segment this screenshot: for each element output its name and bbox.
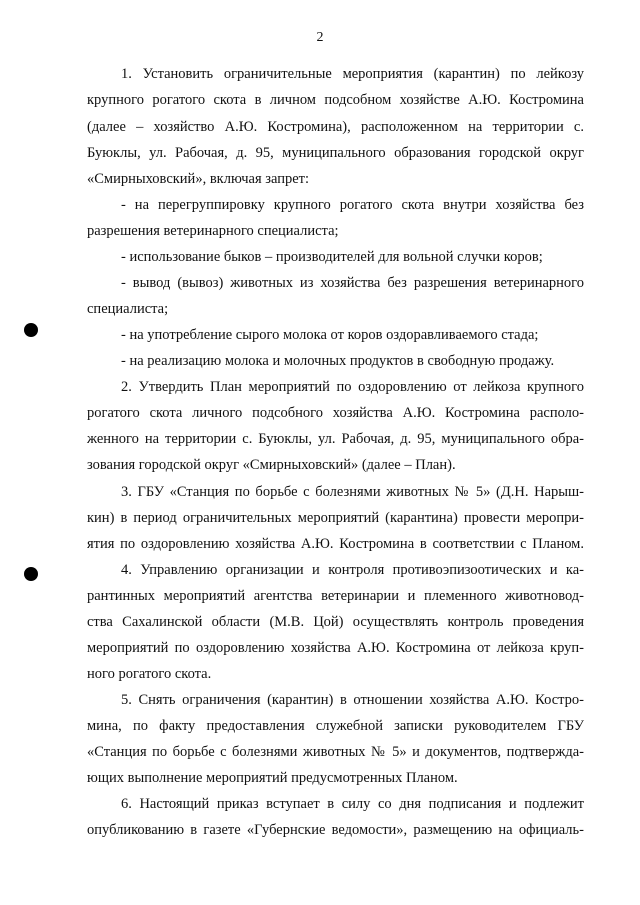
text-line: ятия по оздоровлению хозяйства А.Ю. Костромина в соответствии с Планом. (87, 536, 584, 552)
text-line: рогатого скота личного подсобного хозяйства А.Ю. Костромина располо- (87, 405, 584, 421)
text-line: ющих выполнение мероприятий предусмотренных Планом. (87, 770, 458, 786)
text-line: зования городской округ «Смирныховский» (далее – План). (87, 457, 456, 473)
text-line: - на перегруппировку крупного рогатого скота внутри хозяйства без (121, 197, 584, 213)
text-line: рантинных мероприятий агентства ветеринарии и племенного животновод- (87, 588, 584, 604)
text-line: - на употребление сырого молока от коров оздоравливаемого стада; (121, 327, 539, 343)
text-line: ства Сахалинской области (М.В. Цой) осуществлять контроль проведения (87, 614, 584, 630)
text-line: Буюклы, ул. Рабочая, д. 95, муниципального образования городской округ (87, 145, 584, 161)
text-line: мина, по факту предоставления служебной записки руководителем ГБУ (87, 718, 584, 734)
text-line: 3. ГБУ «Станция по борьбе с болезнями животных № 5» (Д.Н. Нарыш- (121, 484, 584, 500)
text-line: 2. Утвердить План мероприятий по оздоровлению от лейкоза крупного (121, 379, 584, 395)
text-line: женного на территории с. Буюклы, ул. Рабочая, д. 95, муниципального обра- (87, 431, 584, 447)
text-line: крупного рогатого скота в личном подсобном хозяйстве А.Ю. Костромина (87, 92, 584, 108)
punch-hole-dot (24, 567, 38, 581)
text-line: «Смирныховский», включая запрет: (87, 171, 310, 187)
text-line: мероприятий по оздоровлению хозяйства А.Ю. Костромина от лейкоза круп- (87, 640, 584, 656)
text-line: - вывод (вывоз) животных из хозяйства без разрешения ветеринарного (121, 275, 584, 291)
text-line: разрешения ветеринарного специалиста; (87, 223, 339, 239)
text-line: специалиста; (87, 301, 169, 317)
text-line: 5. Снять ограничения (карантин) в отношении хозяйства А.Ю. Костро- (121, 692, 584, 708)
page-number: 2 (316, 30, 324, 45)
text-line: ного рогатого скота. (87, 666, 212, 682)
text-line: 4. Управлению организации и контроля противоэпизоотических и ка- (121, 562, 584, 578)
text-line: - использование быков – производителей для вольной случки коров; (121, 249, 543, 265)
punch-hole-dot (24, 323, 38, 337)
text-line: 6. Настоящий приказ вступает в силу со дня подписания и подлежит (121, 796, 584, 812)
text-line: (далее – хозяйство А.Ю. Костромина), расположенном на территории с. (87, 119, 584, 135)
text-line: опубликованию в газете «Губернские ведомости», размещению на официаль- (87, 822, 584, 838)
text-line: - на реализацию молока и молочных продуктов в свободную продажу. (121, 353, 555, 369)
text-line: 1. Установить ограничительные мероприятия (карантин) по лейкозу (121, 66, 584, 82)
text-line: кин) в период ограничительных мероприятий (карантина) провести меропри- (87, 510, 584, 526)
text-line: «Станция по борьбе с болезнями животных № 5» и документов, подтвержда- (87, 744, 584, 760)
